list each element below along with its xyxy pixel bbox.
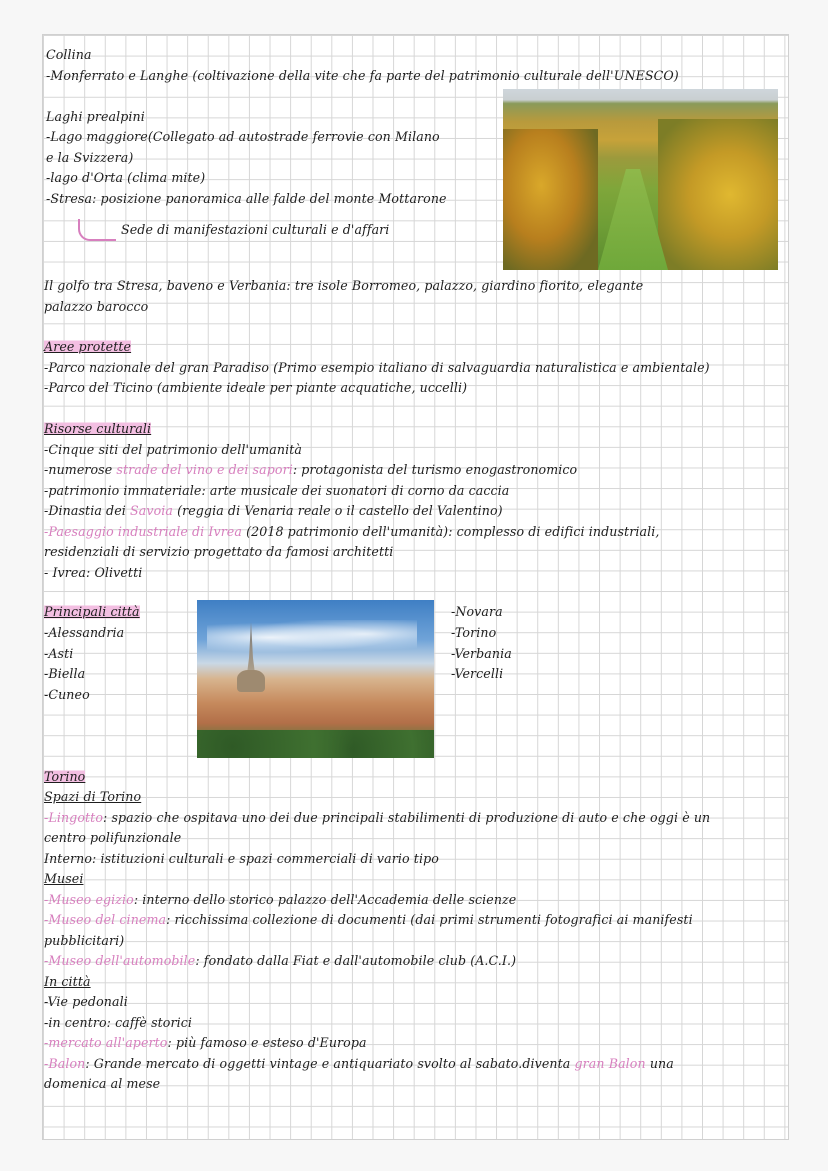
note-line: Interno: istituzioni culturali e spazi commerciali di vario tipo (44, 851, 439, 866)
note-line: -in centro: caffè storici (44, 1015, 192, 1030)
vineyard-photo (503, 89, 778, 270)
city-list-item: -Biella (44, 666, 86, 681)
city-list-item: -Cuneo (44, 687, 90, 702)
note-line: -Museo dell'automobile: fondato dalla Fiat e dall'automobile club (A.C.I.) (44, 953, 517, 968)
note-line: centro polifunzionale (44, 830, 182, 845)
note-line: -Monferrato e Langhe (coltivazione della vite che fa parte del patrimonio culturale dell'UNESCO) (46, 68, 679, 83)
note-line: -Museo del cinema: ricchissima collezione di documenti (dai primi strumenti fotografici ai manifesti (44, 912, 693, 927)
note-line: -Parco del Ticino (ambiente ideale per piante acquatiche, uccelli) (44, 380, 468, 395)
pink-bracket-arrow (78, 219, 116, 241)
note-line: -Balon: Grande mercato di oggetti vintage e antiquariato svolto al sabato.diventa gran Balon una (44, 1056, 674, 1071)
city-list-item: -Asti (44, 646, 74, 661)
note-line: -Parco nazionale del gran Paradiso (Primo esempio italiano di salvaguardia naturalistica e ambientale) (44, 360, 710, 375)
note-line: -Paesaggio industriale di Ivrea (2018 patrimonio dell'umanità): complesso di edifici industriali, (44, 524, 660, 539)
note-line: -lago d'Orta (clima mite) (46, 170, 206, 185)
note-line: -numerose strade del vino e dei sapori: protagonista del turismo enogastronomico (44, 462, 578, 477)
note-line: e la Svizzera) (46, 150, 134, 165)
note-line: residenziali di servizio progettato da famosi architetti (44, 544, 394, 559)
city-list-item: -Vercelli (451, 666, 504, 681)
note-line: -mercato all'aperto: più famoso e esteso d'Europa (44, 1035, 367, 1050)
city-list-item: -Alessandria (44, 625, 125, 640)
note-line: -Lingotto: spazio che ospitava uno dei due principali stabilimenti di produzione di auto e che oggi è un (44, 810, 711, 825)
note-line: -Cinque siti del patrimonio dell'umanità (44, 442, 303, 457)
subsection-title-spazi: Spazi di Torino (44, 789, 142, 804)
section-title-laghi: Laghi prealpini (46, 109, 145, 124)
section-title-risorse-culturali: Risorse culturali (44, 421, 152, 436)
section-title-torino: Torino (44, 769, 86, 784)
note-line: Il golfo tra Stresa, baveno e Verbania: tre isole Borromeo, palazzo, giardino fiorito, elegante (44, 278, 644, 293)
note-line: -Lago maggiore(Collegato ad autostrade ferrovie con Milano (46, 129, 440, 144)
note-line-sub: Sede di manifestazioni culturali e d'affari (121, 222, 390, 237)
note-line: -Dinastia dei Savoia (reggia di Venaria reale o il castello del Valentino) (44, 503, 503, 518)
section-title-collina: Collina (46, 47, 92, 62)
note-line: -patrimonio immateriale: arte musicale dei suonatori di corno da caccia (44, 483, 510, 498)
note-line: palazzo barocco (44, 299, 149, 314)
city-list-item: -Novara (451, 604, 503, 619)
section-title-aree-protette: Aree protette (44, 339, 132, 354)
note-line: -Stresa: posizione panoramica alle falde del monte Mottarone (46, 191, 447, 206)
city-list-item: -Torino (451, 625, 497, 640)
note-line: -Vie pedonali (44, 994, 128, 1009)
note-line: pubblicitari) (44, 933, 125, 948)
section-title-principali-citta: Principali città (44, 604, 140, 619)
turin-skyline-photo (197, 600, 434, 758)
note-line: -Museo egizio: interno dello storico palazzo dell'Accademia delle scienze (44, 892, 517, 907)
note-line: domenica al mese (44, 1076, 161, 1091)
city-list-item: -Verbania (451, 646, 512, 661)
note-line: - Ivrea: Olivetti (44, 565, 143, 580)
subsection-title-in-citta: In città (44, 974, 91, 989)
subsection-title-musei: Musei (44, 871, 84, 886)
